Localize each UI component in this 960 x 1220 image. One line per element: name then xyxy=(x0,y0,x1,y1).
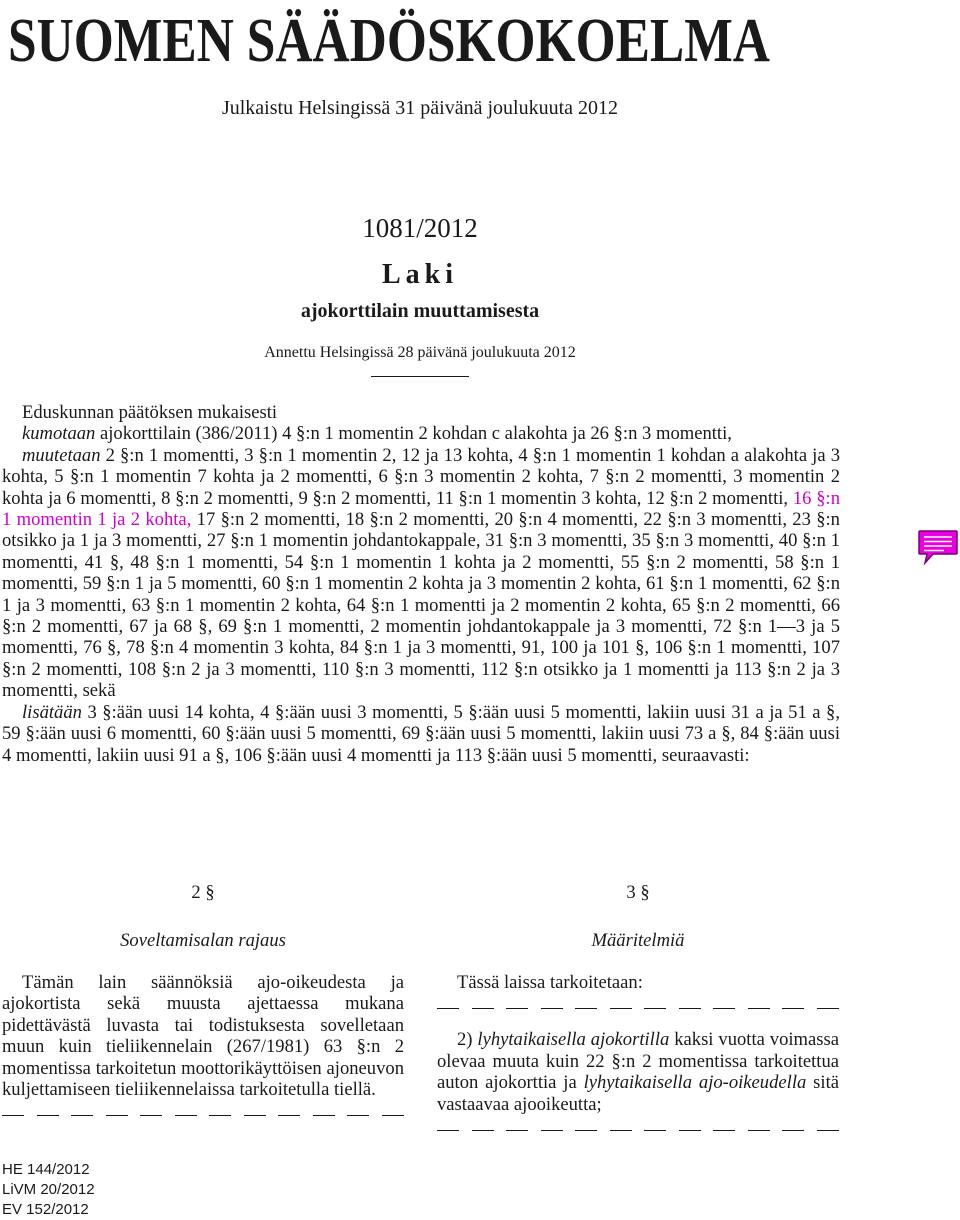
given-date: Annettu Helsingissä 28 päivänä joulukuuta 2012 xyxy=(264,344,576,361)
enacting-clause xyxy=(2,402,840,766)
masthead: SUOMEN SÄÄDÖSKOKOELMA xyxy=(8,7,770,75)
title-divider xyxy=(371,376,469,377)
reference-committee-report: LiVM 20/2012 xyxy=(2,1181,95,1198)
section-3 xyxy=(437,880,839,1141)
reference-government-proposal: HE 144/2012 xyxy=(2,1161,90,1178)
repeal-keyword: kumotaan xyxy=(22,423,96,445)
amend-paragraph xyxy=(2,445,840,702)
section-number: 3 § xyxy=(626,882,650,903)
highlighted-annotation[interactable]: 16 §:n 1 momentin 1 ja 2 kohta, xyxy=(2,487,840,531)
comment-note-icon[interactable] xyxy=(918,530,958,566)
publication-date: Julkaistu Helsingissä 31 päivänä joulukuuta 2012 xyxy=(221,97,619,119)
section-2 xyxy=(2,880,404,1126)
omission-dashes xyxy=(2,1104,404,1126)
add-text: 3 §:ään uusi 14 kohta, 4 §:ään uusi 3 momentti, 5 §:ään uusi 5 momentti, lakiin uusi 31 a ja 51 a §, 59 §:ään uusi 6 momentti, 60 §:ään uusi 5 momentti, 69 §:ään uusi 5 momentti, lakiin uusi 73 a §, 84 §:ään uusi 4 momentti, lakiin uusi 91 a §, 106 §:ään uusi 4 momentti ja 113 §:ään uusi 5 momentti, seuraavasti: xyxy=(2,701,840,766)
section-heading: Määritelmiä xyxy=(591,930,685,951)
item-text-end: sitä vastaavaa ajooikeutta; xyxy=(437,1072,839,1115)
add-keyword: lisätään xyxy=(22,701,82,723)
definition-item-2 xyxy=(437,1029,839,1115)
add-paragraph xyxy=(2,702,840,766)
omission-dashes xyxy=(437,997,839,1019)
defined-term: lyhytaikaisella ajokortilla xyxy=(477,1029,670,1051)
item-number: 2) xyxy=(457,1029,478,1051)
omission-dashes xyxy=(437,1119,839,1141)
section-heading: Soveltamisalan rajaus xyxy=(120,930,286,951)
document-title: ajokorttilain muuttamisesta xyxy=(300,300,540,322)
reference-parliament-reply: EV 152/2012 xyxy=(2,1201,89,1218)
document-type: Laki xyxy=(381,259,459,290)
amend-text-a: 2 §:n 1 momentti, 3 §:n 1 momentin 2, 12 ja 13 kohta, 4 §:n 1 momentin 1 kohdan a alakohta ja 3 kohta, 5 §:n 1 momentin 7 kohta ja 2 momentti, 6 §:n 3 momentin 2 kohta, 7 §:n 2 momentti, 3 momentin 2 kohta ja 6 momentti, 8 §:n 2 momentti, 9 §:n 2 momentti, 11 §:n 1 momentin 3 kohta, 12 §:n 2 momentti, xyxy=(2,444,840,509)
section-body: Tässä laissa tarkoitetaan: xyxy=(457,972,643,993)
defined-term: lyhytaikaisella ajo-oikeudella xyxy=(583,1072,807,1094)
section-number: 2 § xyxy=(191,882,215,903)
statute-number: 1081/2012 xyxy=(362,213,478,243)
item-text: kaksi vuotta voimassa olevaa muuta kuin 22 §:n 2 momentissa tarkoitettua auton ajokorttia ja xyxy=(437,1029,840,1094)
amend-text-b: 17 §:n 2 momentti, 18 §:n 2 momentti, 20 §:n 4 momentti, 22 §:n 3 momentti, 23 §:n otsikko ja 1 ja 3 momentti, 27 §:n 1 momentin johdantokappale, 31 §:n 3 momentti, 35 §:n 3 momentti, 40 §:n 1 momentti, 41 §, 48 §:n 1 momentti, 54 §:n 1 momentin 1 kohta ja 2 momentti, 55 §:n 2 momentti, 58 §:n 1 momentti, 59 §:n 1 ja 5 momentti, 60 §:n 1 momentin 2 kohta ja 3 momentin 2 kohta, 61 §:n 1 momentti, 62 §:n 1 ja 3 momentti, 63 §:n 1 momentin 2 kohta, 64 §:n 1 momentti ja 2 momentin 2 kohta, 65 §:n 2 momentti, 66 §:n 2 momentti, 67 ja 68 §, 69 §:n 1 momentti, 2 momentin johdantokappale ja 3 momentti, 72 §:n 1—3 ja 5 momentti, 76 §, 78 §:n 4 momentin 3 kohta, 84 §:n 1 ja 3 momentti, 91, 100 ja 101 §, 106 §:n 1 momentti, 107 §:n 2 momentti, 108 §:n 2 ja 3 momentti, 110 §:n 3 momentti, 112 §:n otsikko ja 1 momentti ja 113 §:n 2 ja 3 momentti, sekä xyxy=(2,509,840,702)
section-body: Tämän lain säännöksiä ajo-oikeudesta ja ajokortista sekä muusta ajettaessa mukana pidettävästä luvasta tai todistuksesta sovelletaan muun kuin tieliikennelain (267/1981) 63 §:n 2 momentissa tarkoitetun moottorikäyttöisen ajoneuvon kuljettamiseen tieliikennelaissa tarkoitetulla tiellä. xyxy=(2,972,404,1101)
legislative-references xyxy=(2,1160,95,1220)
intro-lead: Eduskunnan päätöksen mukaisesti xyxy=(22,402,278,423)
repeal-paragraph xyxy=(2,423,840,444)
repeal-text: ajokorttilain (386/2011) 4 §:n 1 momentin 2 kohdan c alakohta ja 26 §:n 3 momentti, xyxy=(95,423,732,445)
amend-keyword: muutetaan xyxy=(22,444,101,466)
